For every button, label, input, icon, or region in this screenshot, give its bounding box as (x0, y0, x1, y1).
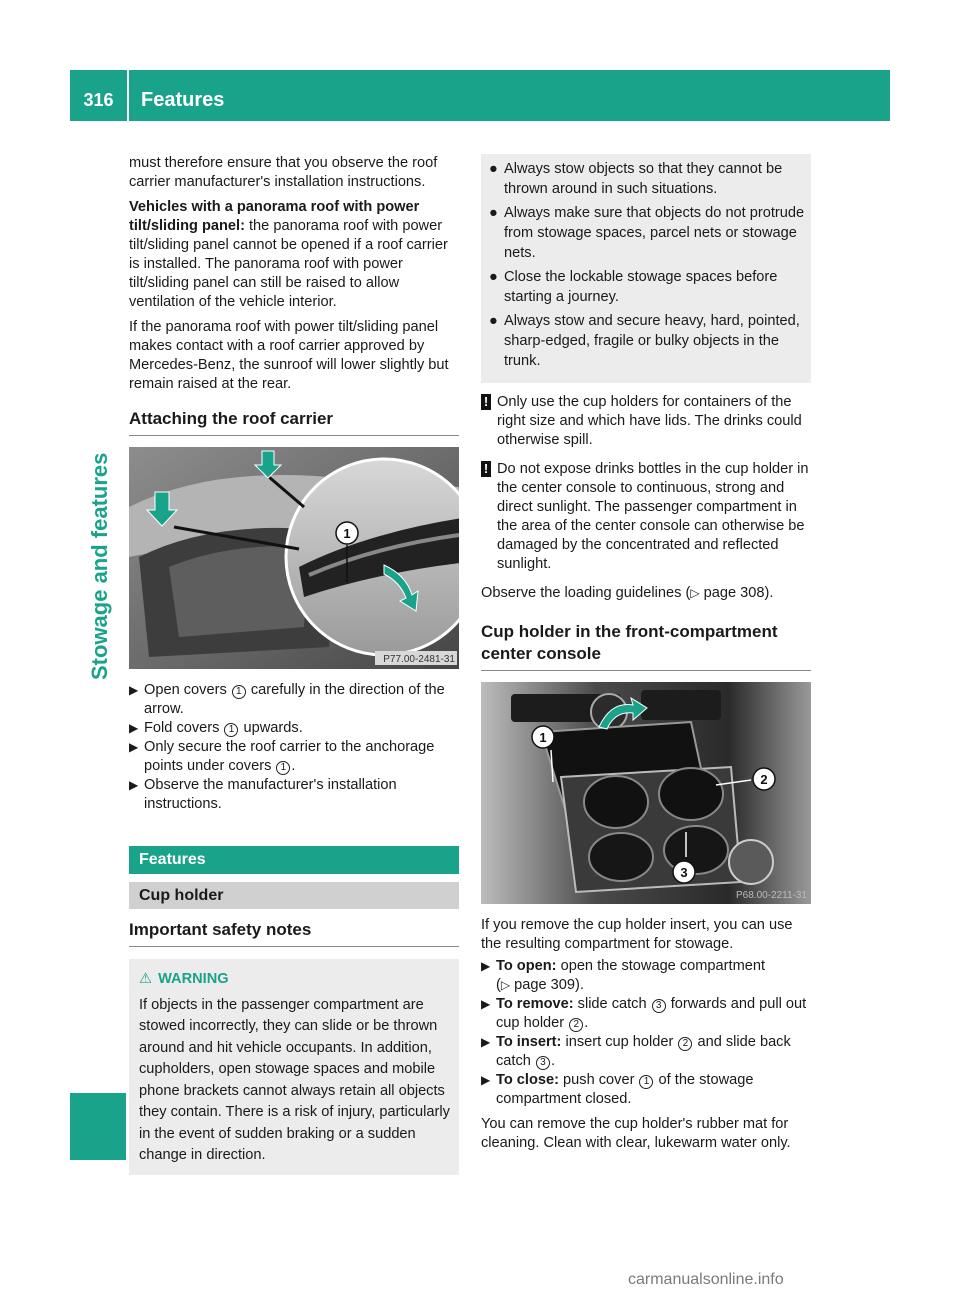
callout-1: 1 (639, 1075, 653, 1089)
step-open-covers: ▶ Open covers 1 carefully in the direction of the arrow. (129, 682, 445, 717)
page-number: 316 (83, 90, 114, 110)
exclamation-icon: ! (481, 461, 491, 477)
warning-triangle-icon: ⚠ (139, 971, 153, 987)
step-arrow-icon: ▶ (481, 997, 491, 1011)
remove-insert-intro: If you remove the cup holder insert, you can use the resulting compartment for stowage. (481, 917, 793, 952)
attach-heading: Attaching the roof carrier (129, 408, 459, 436)
exclamation-icon: ! (481, 394, 491, 410)
watermark: carmanualsonline.info (628, 1271, 784, 1288)
step-to-close: ▶ To close: push cover 1 of the stowage compartment closed. (481, 1072, 754, 1107)
step-to-open: ▶ To open: open the stowage compartment (▷ page 309). (481, 958, 766, 993)
figure2-callout-2: 2 (760, 772, 768, 787)
bullet-dot-icon: ● (489, 205, 498, 221)
callout-3: 3 (536, 1056, 550, 1070)
figure2-code: P68.00-2211-31 (736, 890, 807, 901)
rubber-mat-note: You can remove the cup holder's rubber mat for cleaning. Clean with clear, lukewarm water only. (481, 1116, 791, 1151)
bullet-dot-icon: ● (489, 269, 498, 285)
step-arrow-icon: ▶ (481, 1035, 491, 1049)
callout-3: 3 (652, 999, 666, 1013)
step-arrow-icon: ▶ (129, 740, 139, 754)
step-to-remove: ▶ To remove: slide catch 3 forwards and pull out cup holder 2 . (481, 996, 807, 1031)
panorama-bold: Vehicles with a panorama roof with power tilt/sliding panel: (129, 199, 420, 234)
step-observe-instructions: ▶ Observe the manufacturer's installation instructions. (129, 777, 397, 812)
step-arrow-icon: ▶ (129, 683, 139, 697)
page-ref-arrow-icon: ▷ (500, 978, 511, 992)
note-cup-size: ! Only use the cup holders for containers of the right size and which have lids. The drinks could otherwise spill. (481, 393, 811, 450)
header-divider (127, 70, 129, 121)
loading-guidelines: Observe the loading guidelines (▷ page 308). (481, 585, 774, 601)
cup-holder-heading: Cup holder in the front-compartment center console (481, 621, 811, 671)
step-arrow-icon: ▶ (129, 778, 139, 792)
step-arrow-icon: ▶ (129, 721, 139, 735)
intro-paragraph: must therefore ensure that you observe the roof carrier manufacturer's installation instructions. (129, 155, 438, 190)
callout-2: 2 (569, 1018, 583, 1032)
figure2-callout-3: 3 (680, 865, 688, 880)
panorama-paragraph-2: If the panorama roof with power tilt/sliding panel makes contact with a roof carrier approved by Mercedes-Benz, the sunroof will lower slightly but remain raised at the rear. (129, 319, 449, 392)
note-sunlight: ! Do not expose drinks bottles in the cup holder in the center console to continuous, strong and direct sunlight. The passenger compartment in the area of the center console can otherwise be damaged by the concentrated and reflected sunlight. (481, 460, 811, 574)
cupholder-section-bar: Cup holder (129, 882, 459, 909)
step-arrow-icon: ▶ (481, 959, 491, 973)
callout-1: 1 (232, 685, 246, 699)
callout-1: 1 (276, 761, 290, 775)
left-column (129, 154, 459, 1175)
bullet-item: ● Always make sure that objects do not protrude from stowage spaces, parcel nets or stowage nets. (489, 205, 805, 261)
step-to-insert: ▶ To insert: insert cup holder 2 and slide back catch 3 . (481, 1034, 791, 1069)
roof-carrier-illustration (129, 447, 459, 669)
bullet-dot-icon: ● (489, 161, 498, 177)
panorama-text: the panorama roof with power tilt/sliding panel cannot be opened if a roof carrier is installed. The panorama roof with power tilt/sliding panel can still be raised to allow ventilation of the vehicle interior. (129, 218, 448, 310)
step-fold-covers: ▶ Fold covers 1 upwards. (129, 720, 303, 736)
warning-text: If objects in the passenger compartment are stowed incorrectly, they can slide or be thrown around and hit vehicle occupants. In addition, cupholders, open stowage spaces and mobile phone brackets cannot always retain all objects they contain. There is a risk of injury, particularly in the event of sudden braking or a sudden change in direction. (139, 996, 450, 1163)
warning-header: ⚠ WARNING (139, 969, 450, 991)
step-secure-carrier: ▶ Only secure the roof carrier to the anchorage points under covers 1 . (129, 739, 435, 774)
safety-bullets-box (481, 154, 811, 383)
roof-carrier-figure (129, 447, 459, 669)
callout-1: 1 (224, 723, 238, 737)
figure1-code: P77.00-2481-31 (383, 654, 455, 665)
section-side-label: Stowage and features (87, 452, 112, 680)
cup-holder-illustration (481, 682, 811, 904)
right-column (481, 154, 811, 1159)
cup-holder-figure (481, 682, 811, 904)
figure1-callout-1: 1 (343, 526, 351, 541)
bullet-item: ● Always stow objects so that they cannot be thrown around in such situations. (489, 161, 783, 197)
step-arrow-icon: ▶ (481, 1073, 491, 1087)
bullet-item: ● Close the lockable stowage spaces before starting a journey. (489, 269, 778, 305)
panorama-paragraph (129, 198, 459, 312)
callout-2: 2 (678, 1037, 692, 1051)
warning-box (129, 959, 459, 1175)
bullet-item: ● Always stow and secure heavy, hard, pointed, sharp-edged, fragile or bulky objects in the trunk. (489, 313, 800, 369)
figure2-callout-1: 1 (539, 730, 547, 745)
features-section-bar: Features (129, 846, 459, 874)
page-title: Features (141, 89, 225, 111)
bullet-dot-icon: ● (489, 313, 498, 329)
section-side-tab (70, 1093, 126, 1160)
page-ref-arrow-icon: ▷ (690, 586, 700, 600)
safety-heading: Important safety notes (129, 919, 459, 947)
